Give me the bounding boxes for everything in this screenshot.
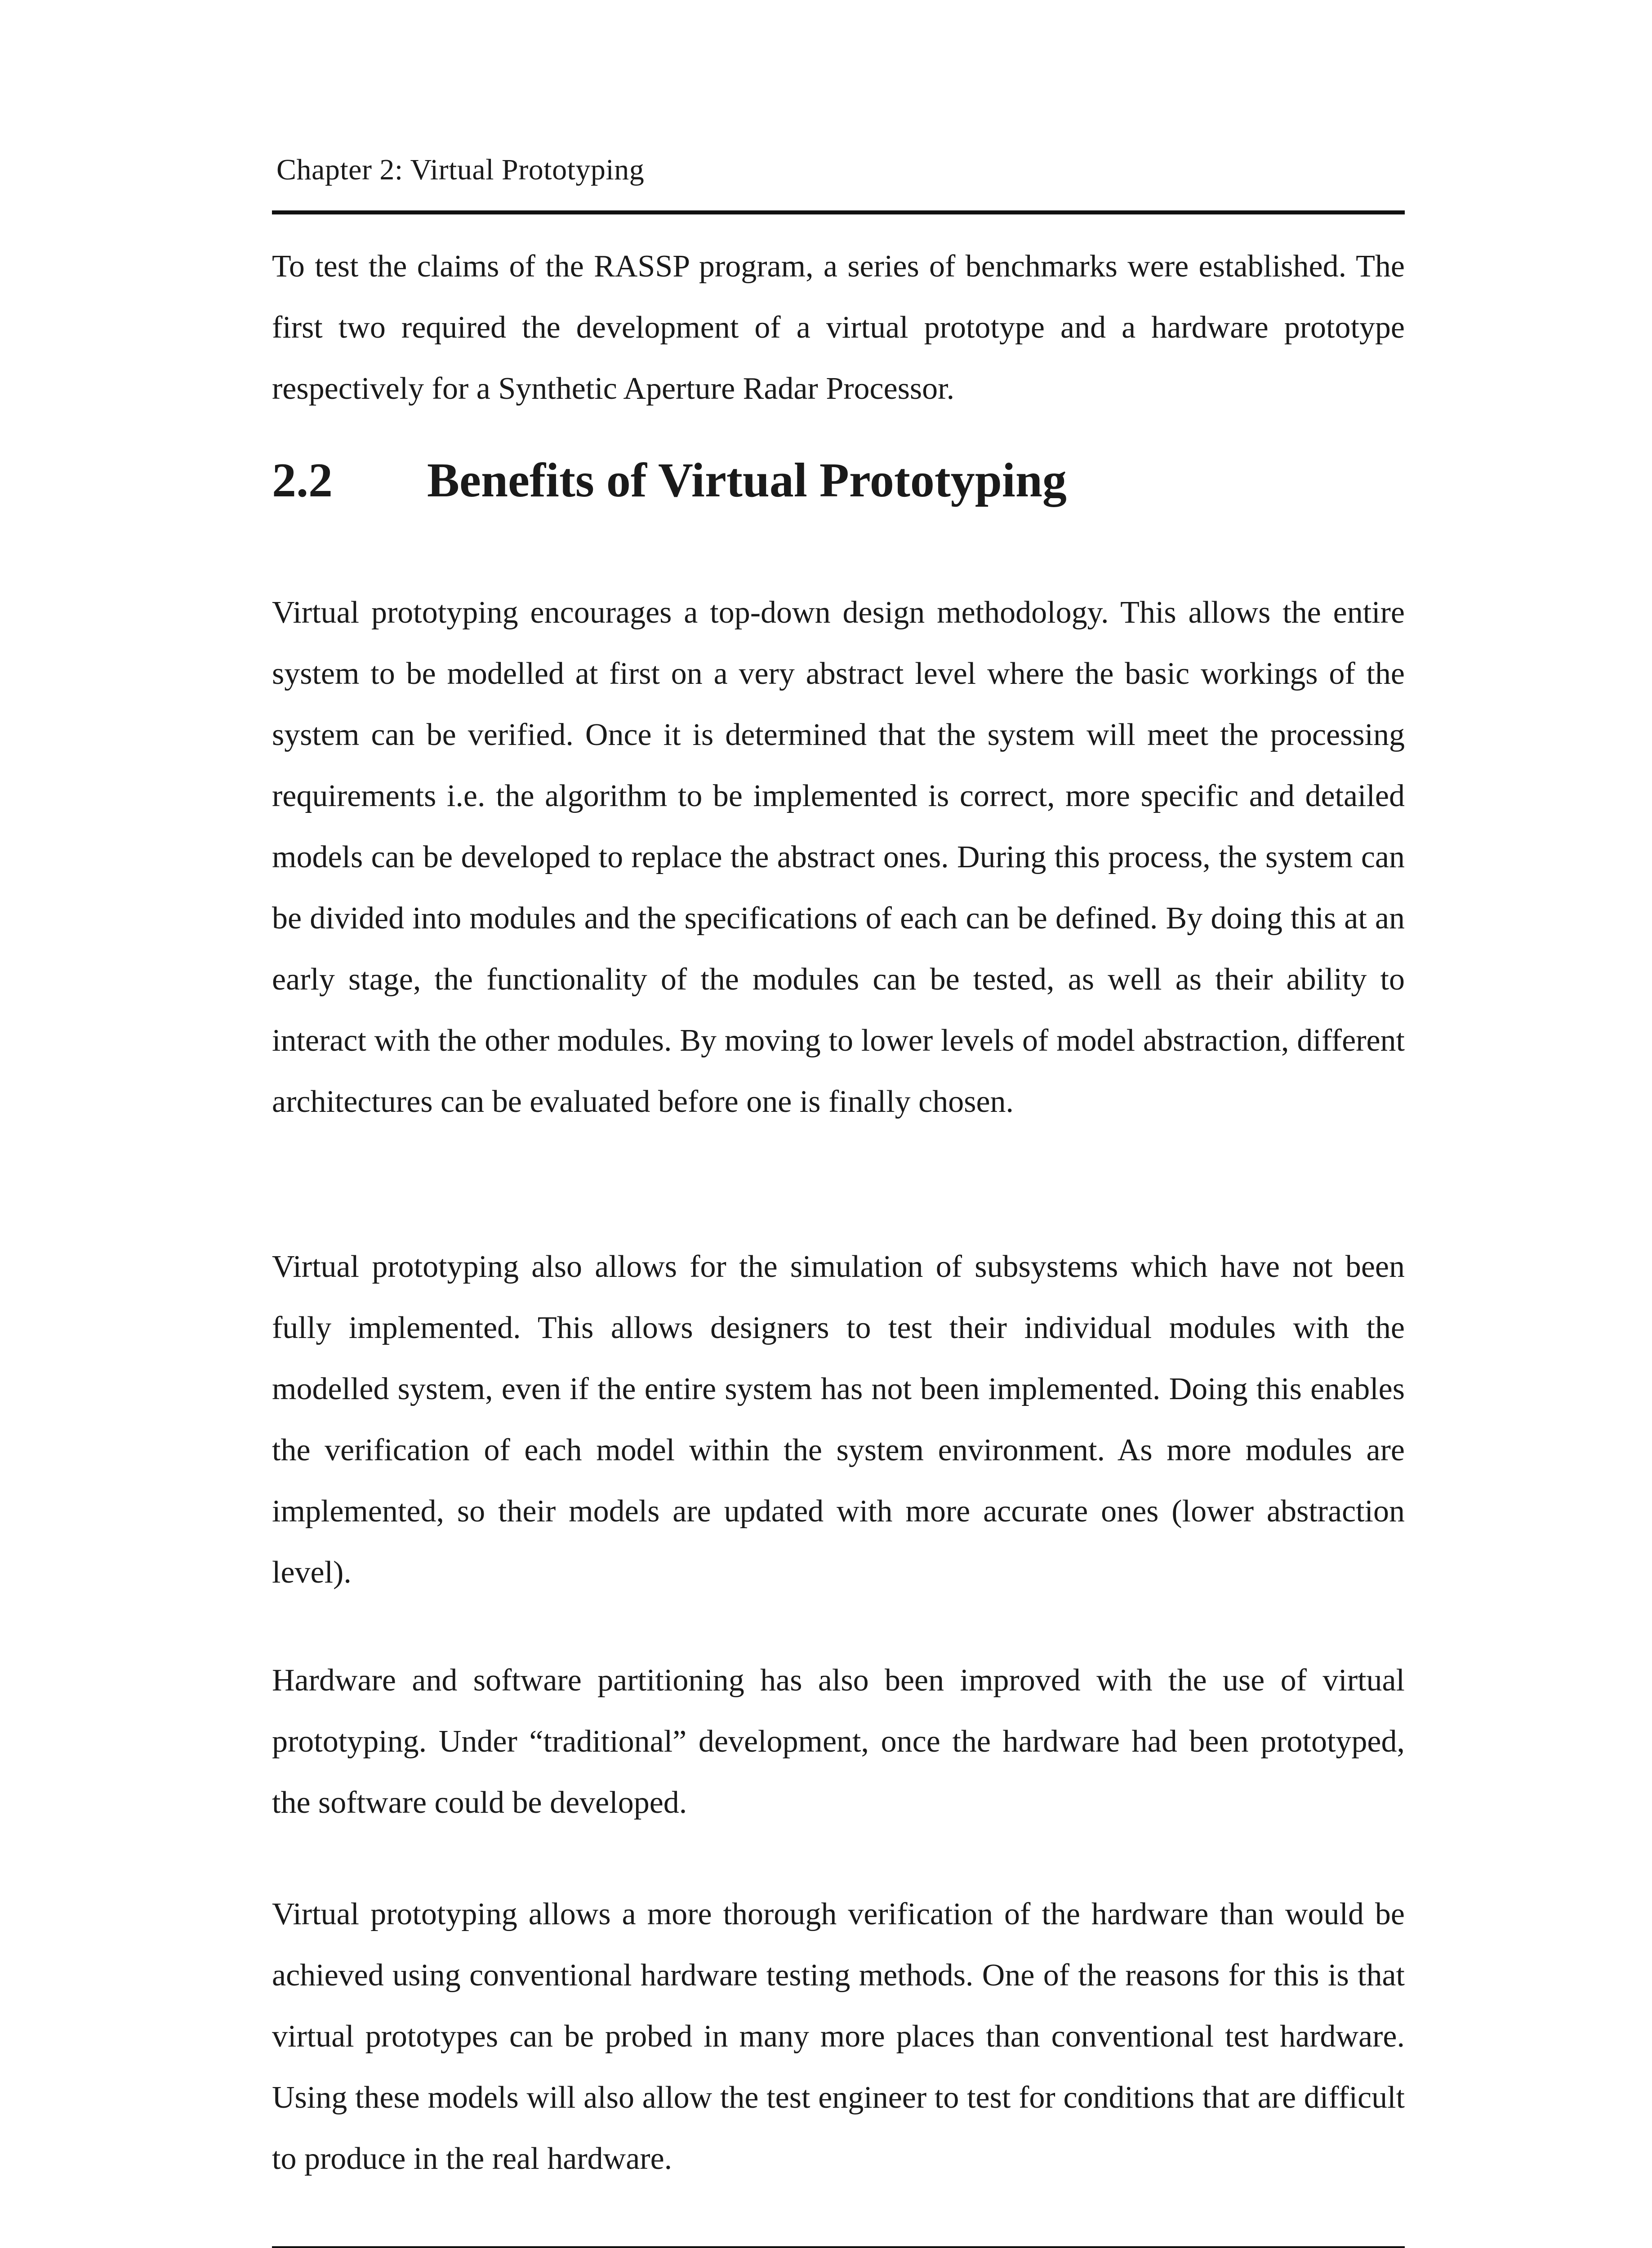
header-rule (272, 210, 1405, 214)
section-number: 2.2 (272, 454, 333, 507)
section-title: Benefits of Virtual Prototyping (427, 454, 1067, 507)
body-paragraph: Virtual prototyping encourages a top-down design methodology. This allows the entire system to be modelled at first on a very abstract level where the basic workings of the system can be verified. Once it is determined that the system will meet the processing requirements i.e. the algorithm to be implemented is correct, more specific and detailed models can be developed to replace the abstract ones. During this process, the system can be divided into modules and the specifications of each can be defined. By doing this at an early stage, the functionality of the modules can be tested, as well as their ability to interact with the other modules. By moving to lower levels of model abstraction, different architectures can be evaluated before one is finally chosen. (272, 595, 1405, 1119)
section-heading (272, 454, 1067, 508)
body-paragraph: Virtual prototyping allows a more thorough verification of the hardware than would be achieved using conventional hardware testing methods. One of the reasons for this is that virtual prototypes can be probed in many more places than conventional test hardware. Using these models will also allow the test engineer to test for conditions that are difficult to produce in the real hardware. (272, 1897, 1405, 2176)
footer-rule (272, 2246, 1405, 2248)
intro-paragraph: To test the claims of the RASSP program, a series of benchmarks were established. The first two required the development of a virtual prototype and a hardware prototype respectively for a Synthetic Aperture Radar Processor. (272, 249, 1405, 406)
body-paragraph: Virtual prototyping also allows for the simulation of subsystems which have not been fully implemented. This allows designers to test their individual modules with the modelled system, even if the entire system has not been implemented. Doing this enables the verification of each model within the system environment. As more modules are implemented, so their models are updated with more accurate ones (lower abstraction level). (272, 1249, 1405, 1590)
running-head: Chapter 2: Virtual Prototyping (276, 153, 645, 186)
body-paragraph: Hardware and software partitioning has also been improved with the use of virtual prototyping. Under “traditional” development, once the hardware had been prototyped, the software could be developed. (272, 1663, 1405, 1820)
